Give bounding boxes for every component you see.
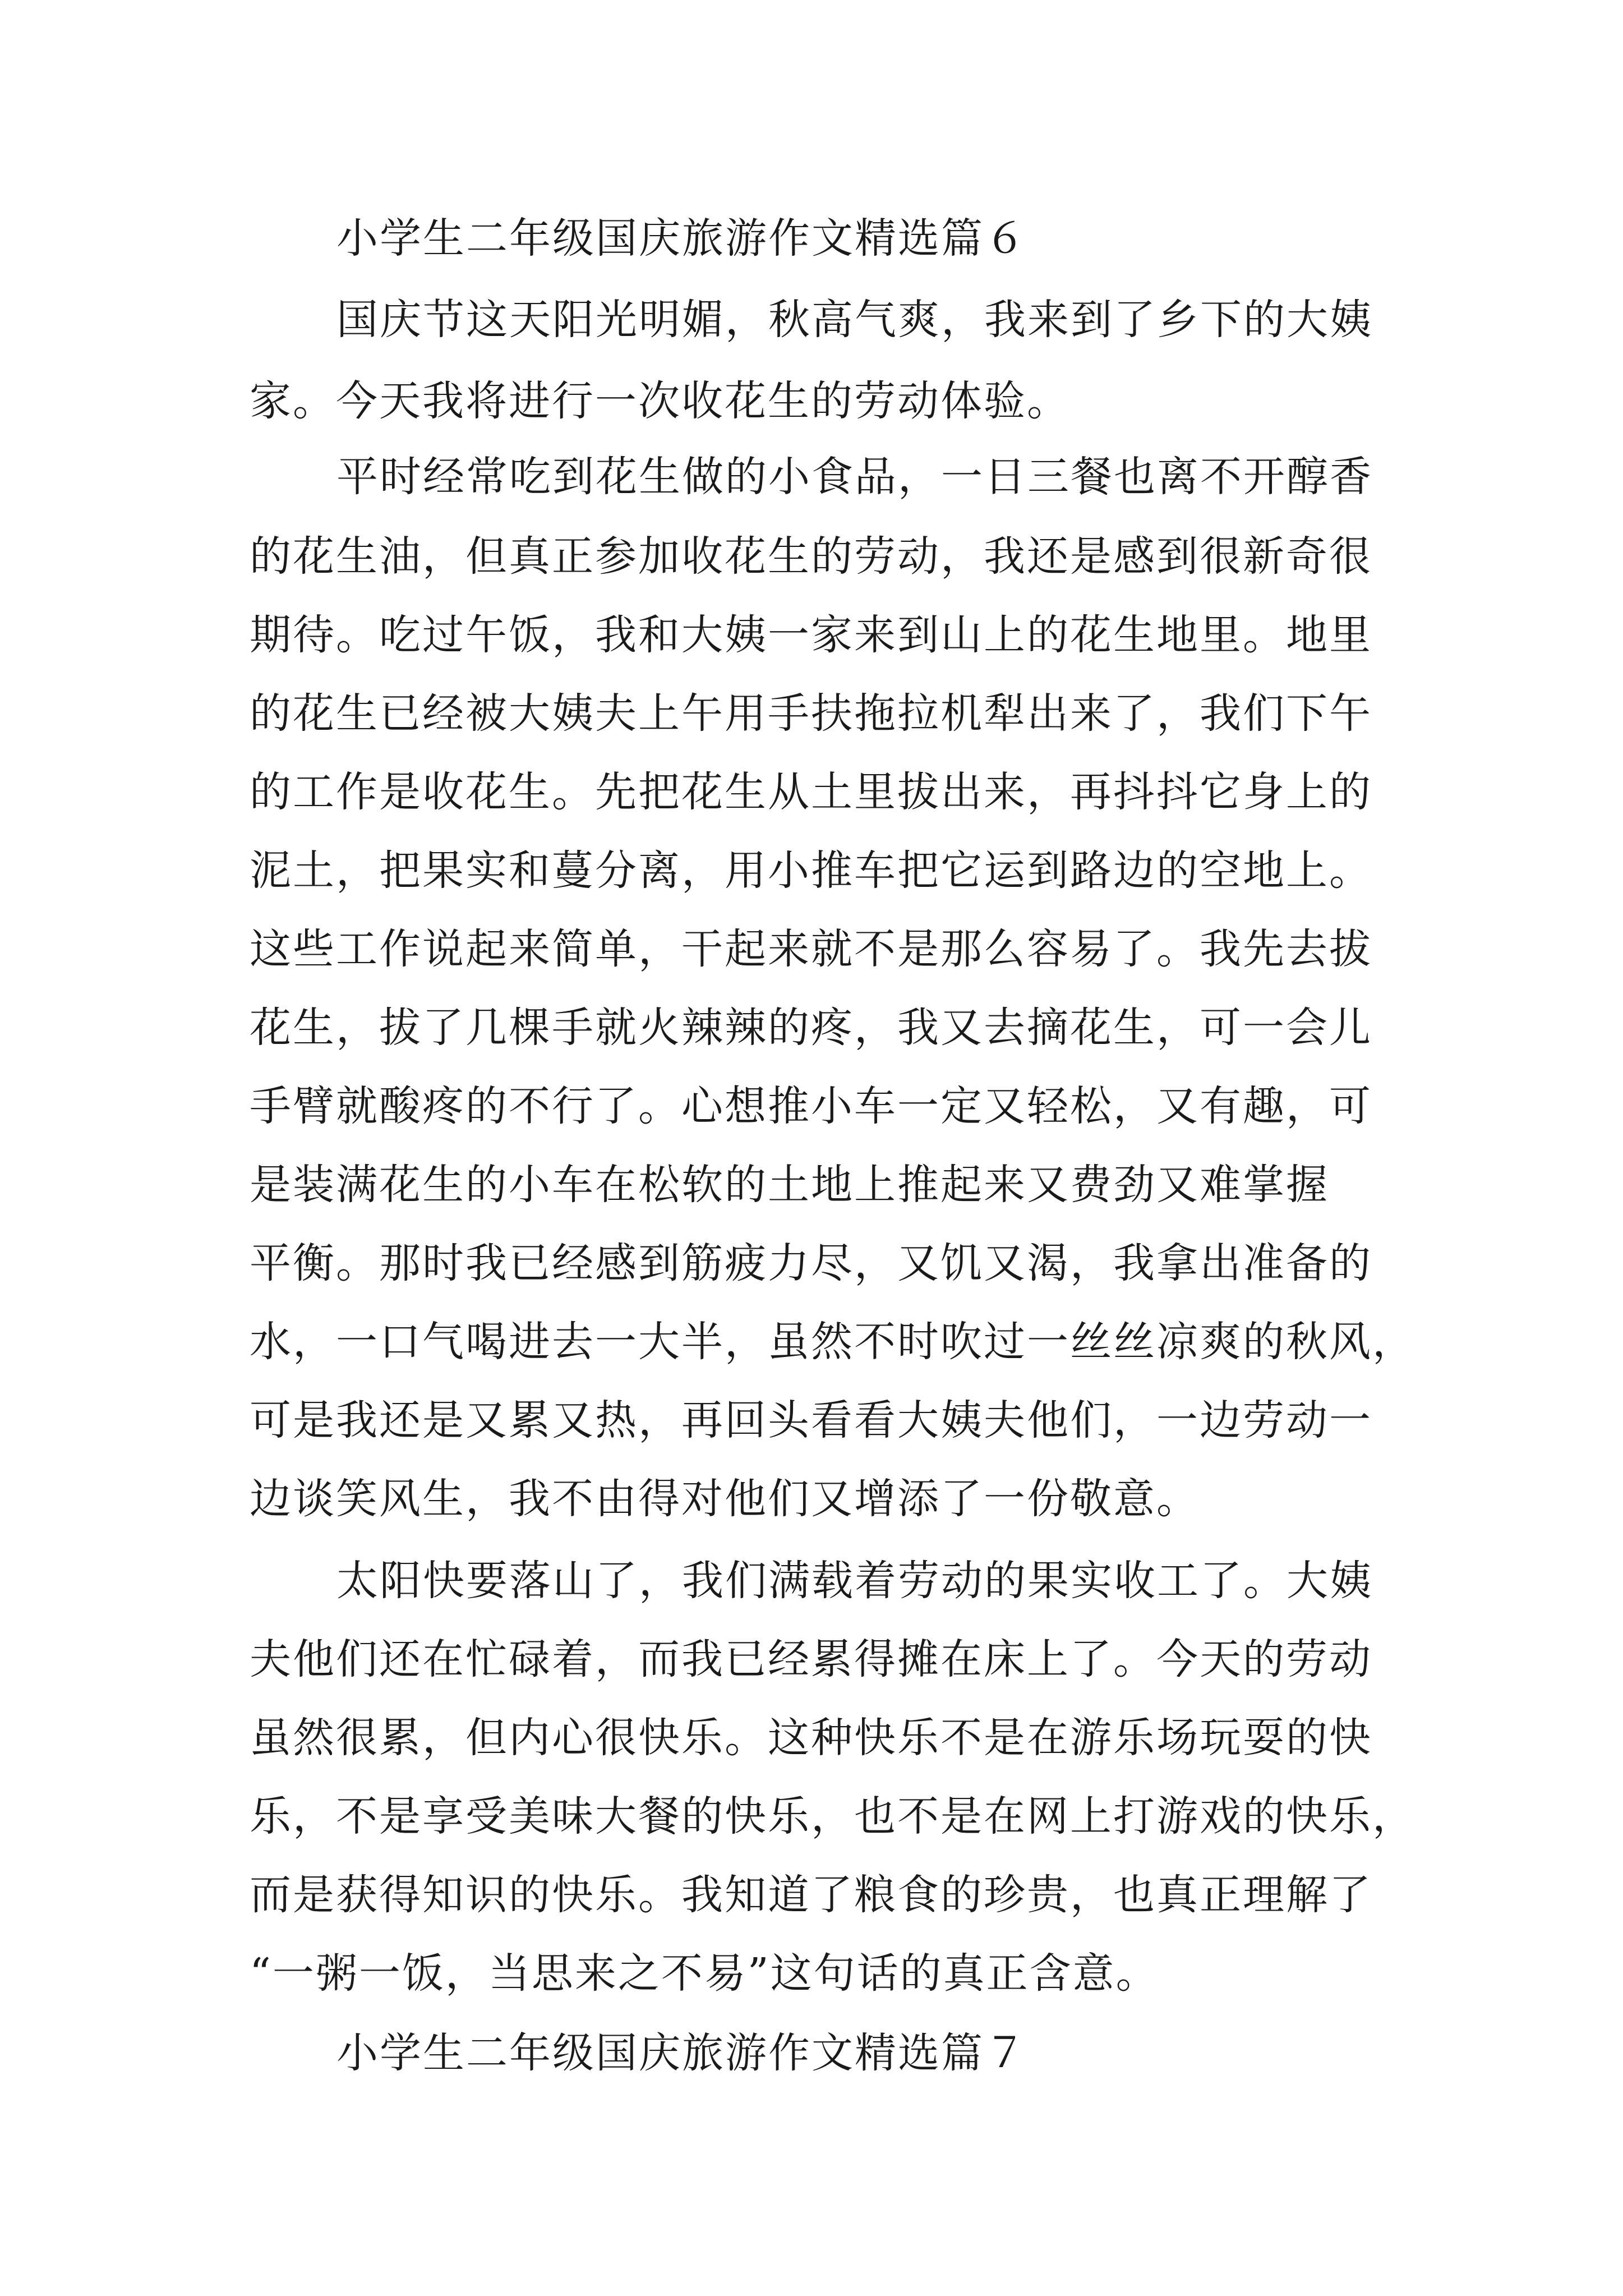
paragraph-line: 水，一口气喝进去一大半，虽然不时吹过一丝丝凉爽的秋风， [250,1318,1415,1366]
paragraph-line: 是装满花生的小车在松软的土地上推起来又费劲又难掌握 [250,1161,1329,1209]
paragraph-line: 平时经常吃到花生做的小食品，一日三餐也离不开醇香 [336,453,1373,501]
paragraph-line: 国庆节这天阳光明媚，秋高气爽，我来到了乡下的大姨 [336,296,1373,344]
paragraph-line: 的工作是收花生。先把花生从土里拔出来，再抖抖它身上的 [250,768,1372,816]
paragraph-line: 期待。吃过午饭，我和大姨一家来到山上的花生地里。地里 [250,611,1372,659]
paragraph-line: 而是获得知识的快乐。我知道了粮食的珍贵，也真正理解了 [250,1871,1372,1919]
paragraph-line: 太阳快要落山了，我们满载着劳动的果实收工了。大姨 [336,1557,1373,1605]
paragraph-line: 花生，拔了几棵手就火辣辣的疼，我又去摘花生，可一会儿 [250,1004,1372,1052]
paragraph-line: 边谈笑风生，我不由得对他们又增添了一份敬意。 [250,1475,1200,1523]
paragraph-line: 可是我还是又累又热，再回头看看大姨夫他们，一边劳动一 [250,1396,1372,1444]
paragraph-line: 泥土，把果实和蔓分离，用小推车把它运到路边的空地上。 [250,846,1372,895]
paragraph-line: 手臂就酸疼的不行了。心想推小车一定又轻松，又有趣，可 [250,1082,1372,1130]
paragraph-line: 虽然很累，但内心很快乐。这种快乐不是在游乐场玩耍的快 [250,1714,1372,1762]
paragraph-line: 平衡。那时我已经感到筋疲力尽，又饥又渴，我拿出准备的 [250,1239,1372,1287]
paragraph-line: 夫他们还在忙碌着，而我已经累得摊在床上了。今天的劳动 [250,1635,1372,1683]
section-heading-7: 小学生二年级国庆旅游作文精选篇７ [336,2029,1027,2077]
paragraph-line: 乐，不是享受美味大餐的快乐，也不是在网上打游戏的快乐， [250,1792,1415,1841]
paragraph-line: 这些工作说起来简单，干起来就不是那么容易了。我先去拔 [250,925,1372,973]
paragraph-line: “一粥一饭，当思来之不易”这句话的真正含意。 [250,1949,1159,1998]
paragraph-line: 家。今天我将进行一次收花生的劳动体验。 [250,377,1070,425]
paragraph-line: 的花生油，但真正参加收花生的劳动，我还是感到很新奇很 [250,532,1372,581]
paragraph-line: 的花生已经被大姨夫上午用手扶拖拉机犁出来了，我们下午 [250,689,1372,738]
section-heading-6: 小学生二年级国庆旅游作文精选篇６ [336,214,1027,263]
